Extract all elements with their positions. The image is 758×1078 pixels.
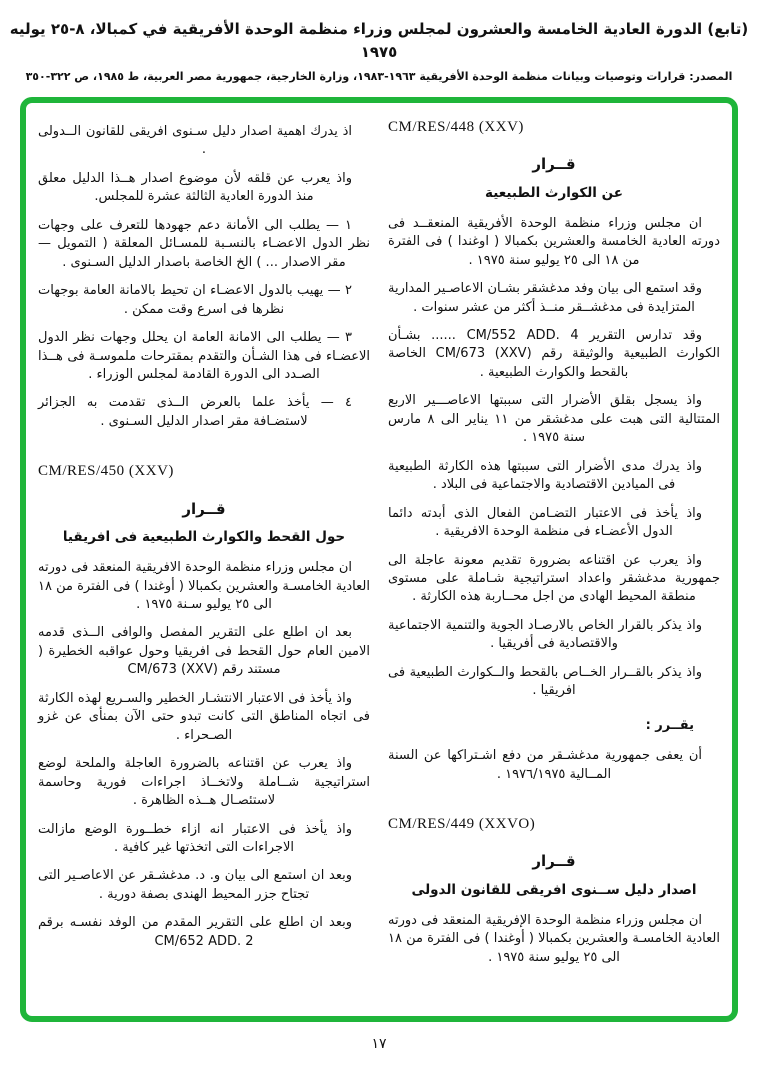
column-left (38, 113, 370, 1006)
decree-subject: عن الكوارث الطبيعية (485, 184, 623, 201)
resolution-code-448: CM/RES/448 (XXV) (388, 119, 524, 135)
paragraph: ان مجلس وزراء منظمة الوحدة الإفريقية المنعقد فى دورته العادية الخامسـة والعشرين بكمبالا ( أوغندا ) فى الفترة من ١٨ الى ٢٥ يوليو سنة ١٩٧٥ . (388, 912, 720, 965)
paragraph: وقد تدارس التقرير CM/552 ADD. 4 ...... بشـأن الكوارث الطبيعية والوثيقة رقم CM/673 (XXV) الخاصة بالقحط والكوارث الطبيعية . (388, 328, 720, 380)
paragraph: واذ يعرب عن اقتناعه بضرورة تقديم معونة عاجلة الى جمهورية مدغشقر واعداد استراتيجية شـاملة على مستوى منطقة المحيط الهادى من اجل محــاربة هذه الكارثة . (388, 552, 720, 605)
paragraph: واذ يأخذ فى الاعتبار التضـامن الفعال الذى أبدته دائما الدول الأعضـاء فى منظمة الوحدة الافريقية . (388, 505, 702, 540)
paragraph: واذ يذكر بالقــرار الخــاص بالقحط والــكوارث الطبيعية فى افريقيا . (388, 664, 702, 699)
paragraph: واذ يأخذ فى الاعتبار الانتشـار الخطير والسـريع لهذه الكارثة فى اتجاه المناطق التى كانت تبدو حتى الآن بمنأى عن غزو الصـحراء . (38, 690, 370, 743)
paragraph: واذ يأخذ فى الاعتبار انه ازاء خطــورة الوضع مازالت الاجراءات التى اتخذتها غير كافية . (38, 821, 352, 855)
column-right (388, 113, 720, 1006)
decree-title: قــرار (532, 155, 576, 174)
paragraph: وقد استمع الى بيان وفد مدغشقر بشـان الاعاصـير المدارية المتزايدة فى مدغشــقر منــذ أكثر من عشر سنوات . (388, 281, 702, 315)
decree-title: قــرار (532, 852, 576, 871)
header-session-title: (تابع) الدورة العادية الخامسة والعشرون لمجلس وزراء منظمة الوحدة الأفريقية في كمبالا، ٨-٢٥ يوليه ١٩٧٥ (9, 20, 749, 61)
paragraph: بعد ان اطلع على التقرير المفصل والوافى الــذى قدمه الامين العام حول القحط فى افريقيا وحول عواقبه الخطيرة ( مستند رقم CM/673 (XXV) (38, 625, 370, 678)
paragraph: وبعد ان استمع الى بيان و. د. مدغشـقر عن الاعاصـير التى تجتاح جزر المحيط الهندى بصفة دورية . (38, 868, 352, 902)
paragraph: أن يعفى جمهورية مدغشـقر من دفع اشـتراكها عن السنة المــالية ١٩٧٦/١٩٧٥ . (388, 748, 702, 782)
text-columns (26, 103, 732, 1016)
decree-subject: حول القحط والكوارث الطبيعية فى افريقيا (62, 528, 346, 545)
paragraph: اذ يدرك اهمية اصدار دليل سـنوى افريقى للقانون الــدولى . (38, 124, 352, 158)
resolution-code-449: CM/RES/449 (XXVO) (388, 816, 536, 833)
paragraph: واذ يسجل بقلق الأضرار التى سببتها الاعاصـــير الاربع المتتالية التى هبت على مدغشقر من ١١ يناير الى ٨ مارس سنة ١٩٧٥ . (388, 393, 720, 446)
paragraph: واذ يدرك مدى الأضرار التى سببتها هذه الكارثة الطبيعية فى الميادين الاقتصادية والاجتماعية فى البلاد . (388, 458, 702, 493)
paragraph: ان مجلس وزراء منظمة الوحدة الافريقية المنعقد فى دورته العادية الخامسـة والعشرين بكمبالا ( أوغندا ) فى الفترة من ١٨ الى ٢٥ يوليو سـنة ١٩٧٥ . (38, 560, 370, 612)
paragraph: واذ يعرب عن قلقه لأن موضوع اصدار هــذا الدليل معلق منذ الدورة العادية الثالثة عشرة للمجلس. (38, 170, 352, 205)
paragraph: ٢ — يهيب بالدول الاعضـاء ان تحيط بالامانة العامة بوجهات نظرها فى اسرع وقت ممكن . (38, 283, 352, 317)
page-header (0, 18, 758, 84)
paragraph: ان مجلس وزراء منظمة الوحدة الأفريقية المنعقــد فى دورته العادية الخامسة والعشرين بكمبالا ( اوغندا ) فى الفترة من ١٨ الى ٢٥ يوليو سنة ١٩٧٥ . (388, 215, 720, 268)
paragraph: ٣ — يطلب الى الامانة العامة ان يحلل وجهات نظر الدول الاعضـاء فى هذا الشـأن والتقدم بمقترحات ملموسـة فى هــذا الصـدد الى الدورة القادمة لمجلس الوزراء . (38, 330, 370, 382)
paragraph: ٤ — يأخذ علما بالعرض الــذى تقدمت به الجزائر لاستضـافة مقر اصدار الدليل السـنوى . (38, 395, 352, 429)
resolution-code-450: CM/RES/450 (XXV) (38, 463, 174, 480)
document-frame (20, 97, 738, 1022)
header-source-line: المصدر: قرارات وتوصيات وبيانات منظمة الوحدة الأفريقية ١٩٦٣-١٩٨٣، وزارة الخارجية، جمهورية مصر العربية، ط ١٩٨٥، ص ٣٢٢-٣٥٠ (25, 70, 733, 83)
decree-subject: اصدار دليل ســنوى افريقى للقانون الدولى (411, 881, 697, 898)
decides-label: يقــرر : (645, 717, 694, 733)
paragraph: واذ يذكر بالقرار الخاص بالارصـاد الجوية والتنمية الاجتماعية والاقتصادية فى أفريقيا . (388, 617, 702, 652)
page-number: ١٧ (371, 1036, 387, 1052)
decree-title: قــرار (182, 499, 226, 518)
paragraph: واذ يعرب عن اقتناعه بالضرورة العاجلة والملحة لوضع استراتيجية شــاملة ولاتخــاذ اجراءات فورية وحاسمة لاستئصـال هــذه الظاهرة . (38, 756, 370, 809)
paragraph: ١ — يطلب الى الأمانة دعم جهودها للتعرف على وجهات نظر الدول الاعضـاء بالنسـبة للمسـائل المعلقة ( التمويل — مقر الاصدار ... ) الخ الخاصة باصدار الدليل السـنوى . (38, 217, 370, 270)
paragraph: وبعد ان اطلع على التقرير المقدم من الوفد نفسـه برقم CM/652 ADD. 2 (38, 915, 352, 949)
